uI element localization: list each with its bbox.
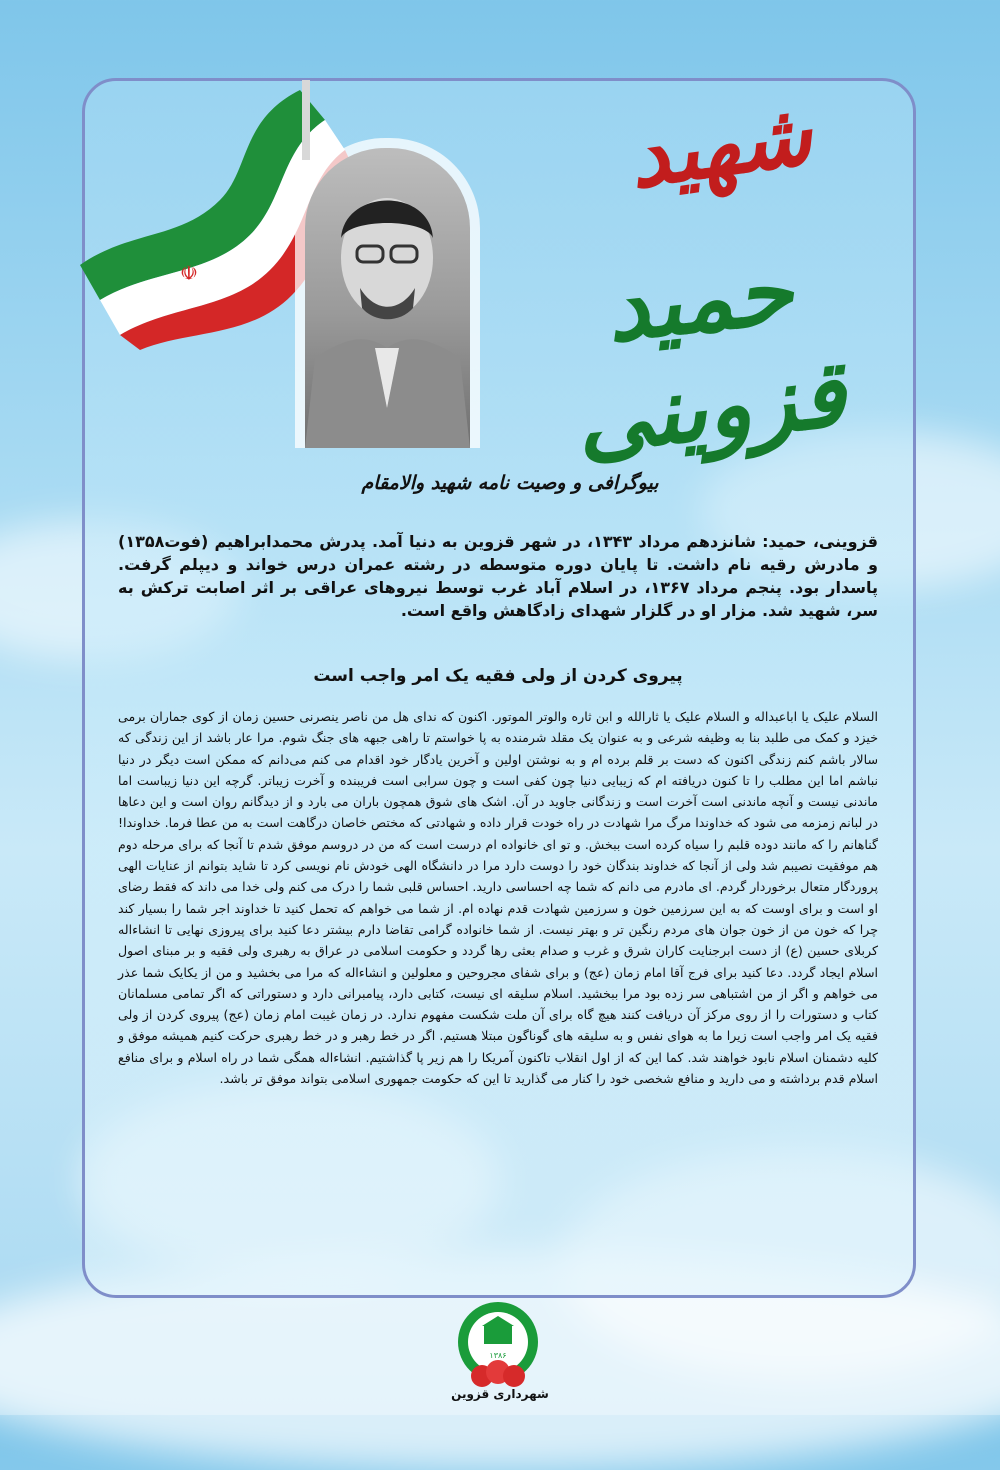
martyr-name-title: حمید قزوینی xyxy=(571,235,851,475)
svg-text:☫: ☫ xyxy=(180,261,198,285)
portrait-silhouette-icon xyxy=(305,148,470,448)
will-section-title: پیروی کردن از ولی فقیه یک امر واجب است xyxy=(313,666,683,686)
subtitle: بیوگرافی و وصیت نامه شهید والامقام xyxy=(361,472,659,494)
title-shahid: شهید xyxy=(622,82,818,209)
municipality-name: شهرداری قزوین xyxy=(451,1387,549,1401)
martyr-portrait xyxy=(265,118,480,453)
will-text: السلام علیک یا اباعبداله و السلام علیک یا ثارالله و ابن ثاره والوتر الموتور. اکنون که ندای هل من ناصر ینصرنی حسین زمان از کوی جماران برمی خیزد و کمک می طلبد بنا به وظیفه شرعی و به عنوان یک مقلد شرمنده به پا خواستم تا راهی جبهه های جنگ شوم. مرا عار باشد از این زندگی که سالار باشم کنم زندگی اکنون که دست بر قلم برده ام و به نوشتن اولین و آخرین یادگار خود اقدام می کنم می‌دانم که ممکن است دیگر در دنیا نباشم اما این مطلب را تا کنون دریافته ام که زیبایی دنیا چون کفی است و چون سرابی است فریبنده و آخرت زیباتر. گرچه این دنیا زیباست اما ماندنی نیست و آنچه ماندنی است آخرت است و زندگانی جاوید در آن. اشک های شوق همچون باران می بارد و از دیدگانم روان است و این دعاها در لبانم زمزمه می شود که خداوندا مرگ مرا شهادت در راه خودت قرار داده و شهادتی که مختص خاصان درگاهت است به من عطا فرما. خداوندا! گناهانم را که مانند دوده قلبم را سیاه کرده است ببخش. و تو ای خانواده ام درست است که من در دروسم موفق شدم تا آنجا که برای مرحله دوم هم موفقیت نصیبم شد ولی از آنجا که خداوند بندگان خود را دوست دارد مرا در دانشگاه الهی خودش نام نویسی کرد تا شاید بتوانم از عنایات الهی پروردگار متعال برخوردار گردم. ای مادرم می دانم که شما چه احساسی دارید. احساس قلبی شما را درک می کنم ولی خدا می داند که فقط رضای او است و برای اوست که به این سرزمین خون و سرزمین شهادت قدم نهاده ام. از شما می خواهم که تحمل کنید تا خداوند اجر شما را بسیار کند چرا که خون من از خون جوان های مردم رنگین تر و بهتر نیست. از شما خانواده گرامی تقاضا دارم بیشتر دعا کنید برای پیروزی نهایی تا انشاءاله کربلای حسین (ع) از دست ابرجنایت کاران شرق و غرب و صدام بعثی رها گردد و حکومت اسلامی در عراق به رهبری ولی فقیه و بر مبنای اصول اسلام ایجاد گردد. دعا کنید برای فرج آقا امام زمان (عج) و برای شفای مجروحین و معلولین و انشاءاله که مرا می بخشید و من از یکایک شما عذر می خواهم و اگر از من اشتباهی سر زده بود مرا ببخشید. اسلام سلیقه ای نیست، کتابی دارد، پیامبرانی دارد و دستوراتی که اگر تمامی مسلمانان کتاب و دستورات را از روی مرکز آن دریافت کنند هیچ گاه برای آن ملت شکست مفهوم ندارد. در زمان غیبت امام زمان (عج) پیروی کردن از ولی فقیه یک امر واجب است زیرا ما به هوای نفس و به سلیقه های گوناگون مبتلا هستیم. اگر در خط رهبر و در خط رهبری حرکت کنیم همیشه موفق و کلیه دشمنان اسلام نابود خواهند شد. کما این که از اول انقلاب تاکنون آمریکا را هم زیر پا گذاشتیم. انشاءاله همگی شما در راه اسلام و برای منافع اسلام قدم برداشته و می دارید و منافع شخصی خود را کنار می گذارید تا این که حکومت جمهوری اسلامی بتواند موفق تر باشد. xyxy=(118,709,878,1087)
logo-year: ۱۳۸۶ xyxy=(489,1351,507,1360)
biography-paragraph: قزوینی، حمید: شانزدهم مرداد ۱۳۴۳، در شهر قزوین به دنیا آمد. پدرش محمدابراهیم (فوت۱۳۵۸) و مادرش رقیه نام داشت. تا پایان دوره متوسطه در رشته عمران درس خواند و دیپلم گرفت. پاسدار بود. پنجم مرداد ۱۳۶۷، در اسلام آباد غرب توسط نیروهای عراقی بر اثر اصابت ترکش به سر، شهید شد. مزار او در گلزار شهدای زادگاهش واقع است. xyxy=(118,532,878,620)
